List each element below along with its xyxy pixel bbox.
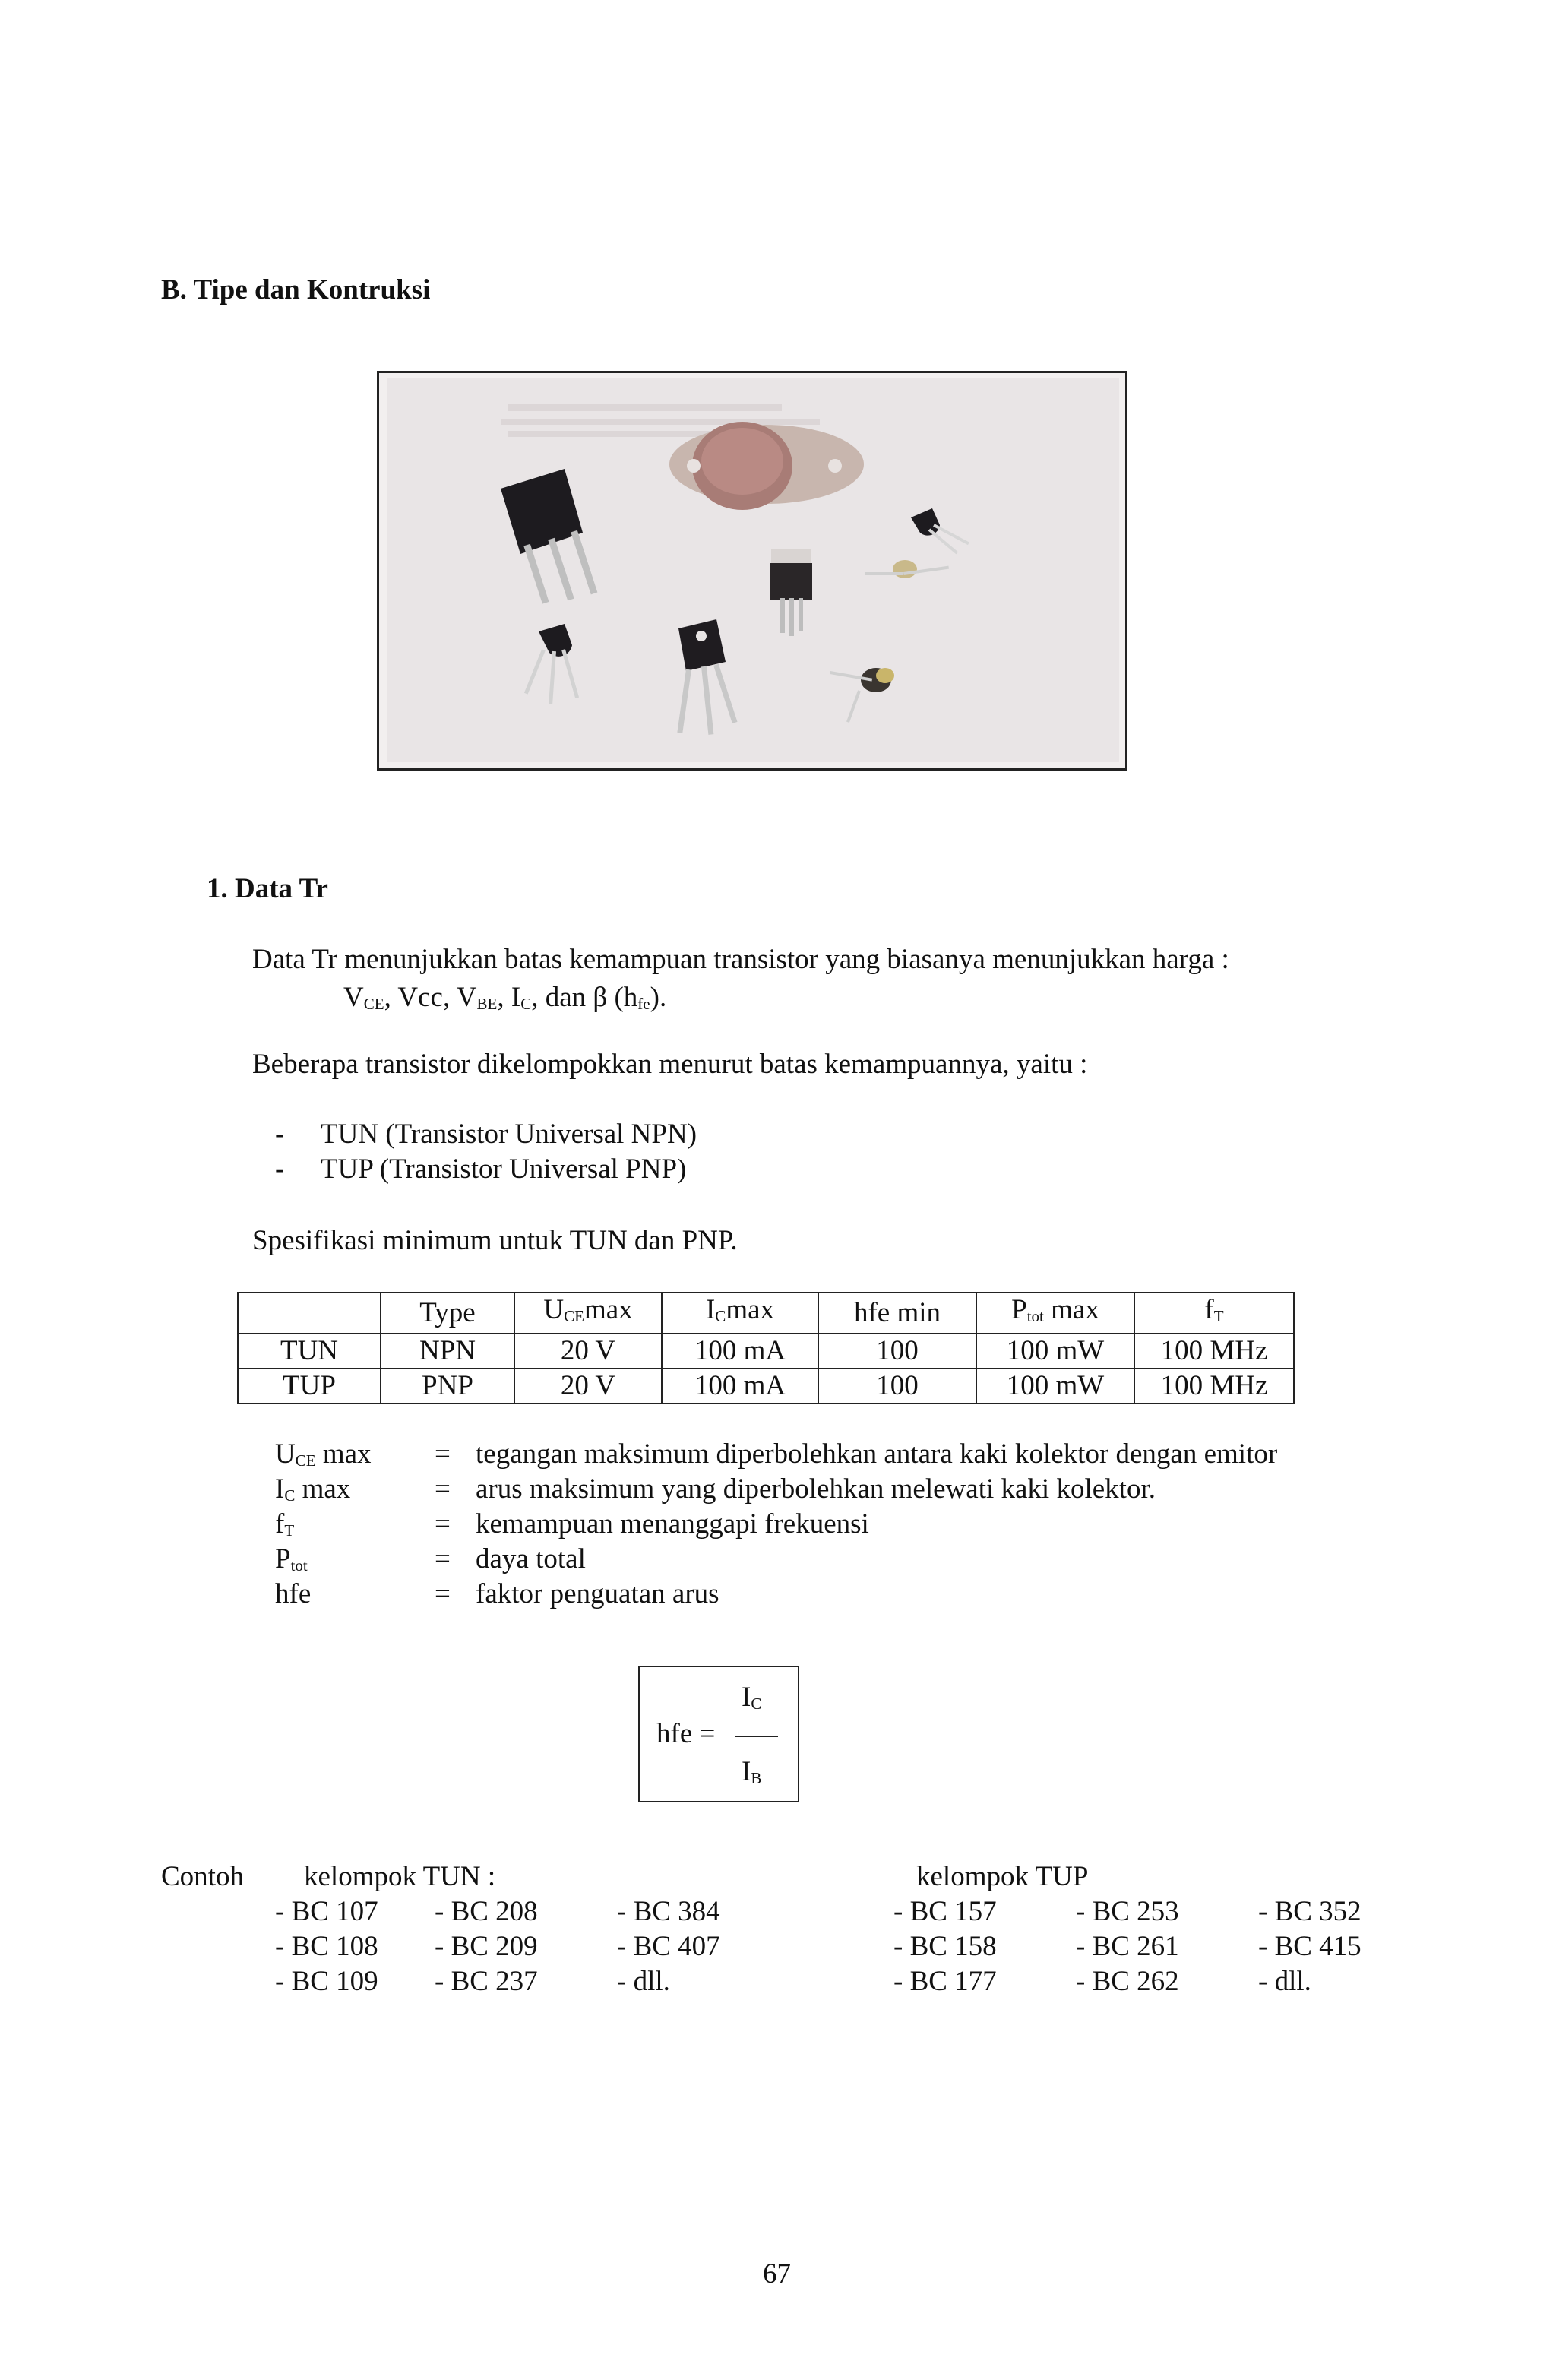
formula-denominator: $I_B$ <box>742 1756 762 1787</box>
list-item: - BC 384 <box>617 1896 720 1927</box>
list-item: - TUP (Transistor Universal PNP) <box>275 1154 687 1185</box>
table-cell: 20 V <box>514 1334 662 1369</box>
intro-line-1: Data Tr menunjukkan batas kemampuan transistor yang biasanya menunjukkan harga : <box>252 944 1229 975</box>
intro-line-2: $V_{CE}$, Vcc, $V_{BE}$, $I_C$, dan β $(h_{fe})$. <box>343 982 667 1013</box>
legend-definition: faktor penguatan arus <box>476 1578 719 1609</box>
header-cell: hfe min <box>818 1293 976 1334</box>
legend-symbol: $I_C$ max <box>275 1473 351 1505</box>
tun-group-title: kelompok TUN : <box>304 1861 496 1892</box>
fraction-bar <box>735 1736 778 1737</box>
legend-symbol: $f_T$ <box>275 1508 295 1540</box>
list-item: - BC 177 <box>893 1966 997 1997</box>
list-item: - BC 407 <box>617 1931 720 1962</box>
list-item: - TUN (Transistor Universal NPN) <box>275 1119 697 1150</box>
legend-definition: tegangan maksimum diperbolehkan antara kaki kolektor dengan emitor <box>476 1438 1278 1470</box>
table-cell: 100 MHz <box>1134 1334 1294 1369</box>
list-item: - BC 208 <box>435 1896 538 1927</box>
list-item: - BC 262 <box>1076 1966 1179 1997</box>
subsection-heading: 1. Data Tr <box>207 873 328 904</box>
formula-numerator: $I_C$ <box>742 1682 762 1713</box>
table-cell: 100 <box>818 1369 976 1404</box>
table-cell: 100 MHz <box>1134 1369 1294 1404</box>
grouping-text: Beberapa transistor dikelompokkan menurut batas kemampuannya, yaitu : <box>252 1049 1088 1080</box>
list-item: - BC 237 <box>435 1966 538 1997</box>
list-item: - BC 109 <box>275 1966 378 1997</box>
list-item: - BC 352 <box>1258 1896 1362 1927</box>
table-row <box>238 1334 1294 1369</box>
page-number: 67 <box>763 2258 791 2290</box>
legend-definition: arus maksimum yang diperbolehkan melewati kaki kolektor. <box>476 1473 1156 1505</box>
list-item: - BC 158 <box>893 1931 997 1962</box>
transistor-photo <box>377 371 1127 771</box>
header-cell: $P_{tot}$ max <box>976 1293 1134 1334</box>
table-cell: 100 mW <box>976 1369 1134 1404</box>
hfe-formula-box <box>638 1666 799 1802</box>
table-cell: TUN <box>238 1334 381 1369</box>
transistor-illustration <box>379 373 1125 768</box>
tup-group-title: kelompok TUP <box>916 1861 1089 1892</box>
table-row <box>238 1369 1294 1404</box>
legend-definition: kemampuan menanggapi frekuensi <box>476 1508 869 1540</box>
photo-edge-shadow <box>1125 379 1127 759</box>
header-cell: $U_{CE}\max$ <box>514 1293 662 1334</box>
spec-table <box>237 1292 1295 1404</box>
list-item: - BC 108 <box>275 1931 378 1962</box>
list-item: - dll. <box>617 1966 670 1997</box>
table-cell: 20 V <box>514 1369 662 1404</box>
table-cell: NPN <box>381 1334 514 1369</box>
list-item: - dll. <box>1258 1966 1311 1997</box>
list-item: - BC 261 <box>1076 1931 1179 1962</box>
section-heading: B. Tipe dan Kontruksi <box>161 274 431 305</box>
table-cell: 100 <box>818 1334 976 1369</box>
examples-label: Contoh <box>161 1861 244 1892</box>
table-cell: PNP <box>381 1369 514 1404</box>
list-item: - BC 157 <box>893 1896 997 1927</box>
legend-definition: daya total <box>476 1543 586 1575</box>
formula-lhs: hfe = <box>656 1718 716 1749</box>
legend-symbol: $P_{tot}$ <box>275 1543 308 1575</box>
list-item: - BC 253 <box>1076 1896 1179 1927</box>
list-item: - BC 209 <box>435 1931 538 1962</box>
header-cell: $I_C\max$ <box>662 1293 818 1334</box>
table-cell: TUP <box>238 1369 381 1404</box>
legend-symbol: hfe <box>275 1578 312 1609</box>
table-cell: 100 mA <box>662 1369 818 1404</box>
table-cell: 100 mW <box>976 1334 1134 1369</box>
table-cell: 100 mA <box>662 1334 818 1369</box>
header-cell: Type <box>381 1293 514 1334</box>
spec-intro: Spesifikasi minimum untuk TUN dan PNP. <box>252 1225 738 1256</box>
list-item: - BC 107 <box>275 1896 378 1927</box>
table-header-row <box>238 1293 1294 1334</box>
header-cell: $f_T$ <box>1134 1293 1294 1334</box>
legend-symbol: $U_{CE}$ max <box>275 1438 372 1470</box>
header-cell <box>238 1293 381 1334</box>
list-item: - BC 415 <box>1258 1931 1362 1962</box>
